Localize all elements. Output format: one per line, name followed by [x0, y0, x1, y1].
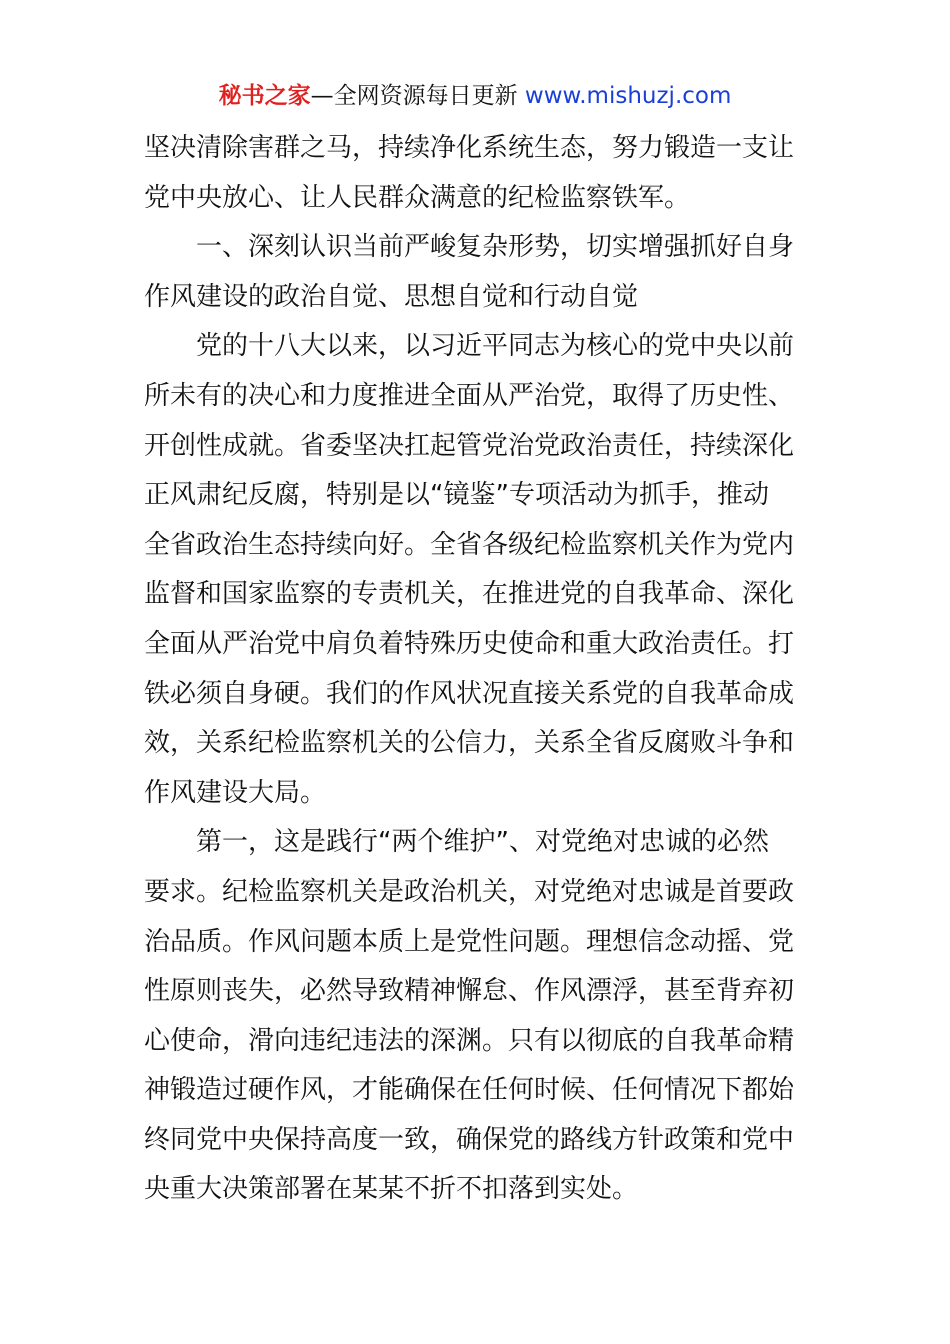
text-line: 要求。纪检监察机关是政治机关，对党绝对忠诚是首要政 [144, 876, 795, 907]
text-line: 神锻造过硬作风，才能确保在任何时候、任何情况下都始 [144, 1075, 795, 1106]
text-line: 性原则丧失，必然导致精神懈怠、作风漂浮，甚至背弃初 [144, 976, 795, 1007]
text-line: 党中央放心、让人民群众满意的纪检监察铁军。 [144, 182, 691, 213]
text-line: 全面从严治党中肩负着特殊历史使命和重大政治责任。打 [144, 628, 795, 659]
text-line: 央重大决策部署在某某不折不扣落到实处。 [144, 1174, 639, 1205]
text-line: 心使命，滑向违纪违法的深渊。只有以彻底的自我革命精 [144, 1025, 795, 1056]
document-body [144, 124, 809, 1215]
text-line: 监督和国家监察的专责机关，在推进党的自我革命、深化 [144, 579, 795, 610]
text-line: 坚决清除害群之马，持续净化系统生态，努力锻造一支让 [144, 133, 795, 163]
header-tagline: —全网资源每日更新 [310, 83, 525, 109]
text-line: 铁必须自身硬。我们的作风状况直接关系党的自我革命成 [144, 678, 795, 709]
text-line: 效，关系纪检监察机关的公信力，关系全省反腐败斗争和 [144, 728, 795, 759]
text-line: 开创性成就。省委坚决扛起管党治党政治责任，持续深化 [144, 430, 795, 461]
section-heading-line: 一、深刻认识当前严峻复杂形势，切实增强抓好自身 [144, 232, 795, 263]
page-header [0, 80, 950, 112]
text-line: 全省政治生态持续向好。全省各级纪检监察机关作为党内 [144, 529, 795, 560]
text-line: 第一，这是践行“两个维护”、对党绝对忠诚的必然 [144, 827, 769, 858]
text-line: 党的十八大以来，以习近平同志为核心的党中央以前 [144, 331, 795, 362]
site-url-link[interactable]: www.mishuzj.com [524, 83, 732, 109]
text-line: 作风建设大局。 [144, 777, 327, 808]
text-line: 所未有的决心和力度推进全面从严治党，取得了历史性、 [144, 380, 795, 411]
section-heading-line: 作风建设的政治自觉、思想自觉和行动自觉 [144, 281, 639, 312]
text-line: 终同党中央保持高度一致，确保党的路线方针政策和党中 [144, 1124, 795, 1155]
text-line: 正风肃纪反腐，特别是以“镜鉴”专项活动为抓手，推动 [144, 480, 769, 511]
brand-name: 秘书之家 [218, 83, 311, 109]
text-line: 治品质。作风问题本质上是党性问题。理想信念动摇、党 [144, 926, 795, 957]
